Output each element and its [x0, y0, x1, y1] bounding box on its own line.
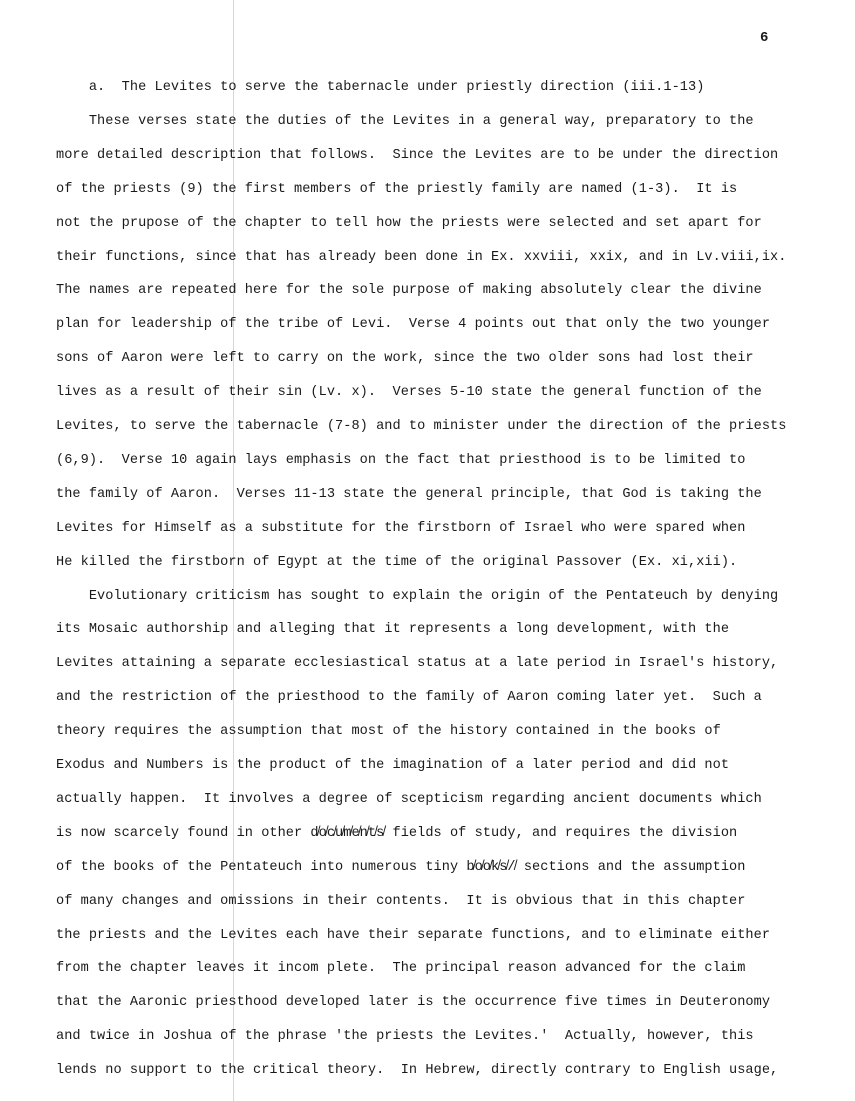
text-line: actually happen. It involves a degree of scepticism regarding ancient documents which	[56, 791, 762, 807]
text-line: Levites for Himself as a substitute for the firstborn of Israel who were spared when	[56, 520, 746, 536]
text-line: Levites, to serve the tabernacle (7-8) and to minister under the direction of the priests	[56, 419, 787, 434]
text-line: from the chapter leaves it incom plete. The principal reason advanced for the claim	[56, 961, 746, 977]
page-number: 6	[760, 30, 769, 46]
text-line: more detailed description that follows. Since the Levites are to be under the direction	[56, 147, 779, 163]
text-line: of many changes and omissions in their contents. It is obvious that in this chapter	[56, 893, 746, 909]
text-line: He killed the firstborn of Egypt at the time of the original Passover (Ex. xi,xii).	[56, 554, 738, 570]
text-line: sons of Aaron were left to carry on the work, since the two older sons had lost their	[56, 351, 754, 367]
text-line: its Mosaic authorship and alleging that it represents a long development, with the	[56, 622, 730, 638]
text-line: Exodus and Numbers is the product of the imagination of a later period and did not	[56, 758, 730, 773]
text-line: not the prupose of the chapter to tell how the priests were selected and set apart for	[56, 215, 762, 231]
text-line: a. The Levites to serve the tabernacle under priestly direction (iii.1-13)	[56, 80, 705, 95]
text-line: the priests and the Levites each have their separate functions, and to eliminate either	[56, 927, 771, 943]
text-line: the family of Aaron. Verses 11-13 state the general principle, that God is taking the	[56, 486, 762, 502]
text-line: (6,9). Verse 10 again lays emphasis on the fact that priesthood is to be limited to	[56, 452, 746, 468]
text-line: Levites attaining a separate ecclesiastical status at a late period in Israel's history,	[56, 656, 779, 672]
text-line: theory requires the assumption that most of the history contained in the books of	[56, 724, 721, 740]
text-line: is now scarcely found in other d̸o̸c̸u̸m̸e̸n̸t̸s̸ fields of study, and requires the division	[56, 825, 738, 841]
text-line: lends no support to the critical theory. In Hebrew, directly contrary to English usage,	[56, 1063, 779, 1079]
text-line: of the priests (9) the first members of the priestly family are named (1-3). It is	[56, 181, 738, 197]
text-line: that the Aaronic priesthood developed later is the occurrence five times in Deuteronomy	[56, 995, 771, 1011]
text-line: These verses state the duties of the Levites in a general way, preparatory to the	[56, 113, 754, 129]
text-line: and twice in Joshua of the phrase 'the priests the Levites.' Actually, however, this	[56, 1029, 754, 1045]
text-line: lives as a result of their sin (Lv. x). Verses 5-10 state the general function of the	[56, 385, 762, 401]
text-line: Evolutionary criticism has sought to explain the origin of the Pentateuch by denying	[56, 588, 779, 604]
text-line: of the books of the Pentateuch into numerous tiny b̸o̸o̸k̸s̸/̸ sections and the assumption	[56, 859, 746, 875]
text-line: plan for leadership of the tribe of Levi. Verse 4 points out that only the two younger	[56, 317, 771, 333]
text-line: and the restriction of the priesthood to the family of Aaron coming later yet. Such a	[56, 690, 762, 706]
text-line: The names are repeated here for the sole purpose of making absolutely clear the divine	[56, 283, 762, 299]
text-line: their functions, since that has already been done in Ex. xxviii, xxix, and in Lv.viii,ix.	[56, 249, 787, 265]
